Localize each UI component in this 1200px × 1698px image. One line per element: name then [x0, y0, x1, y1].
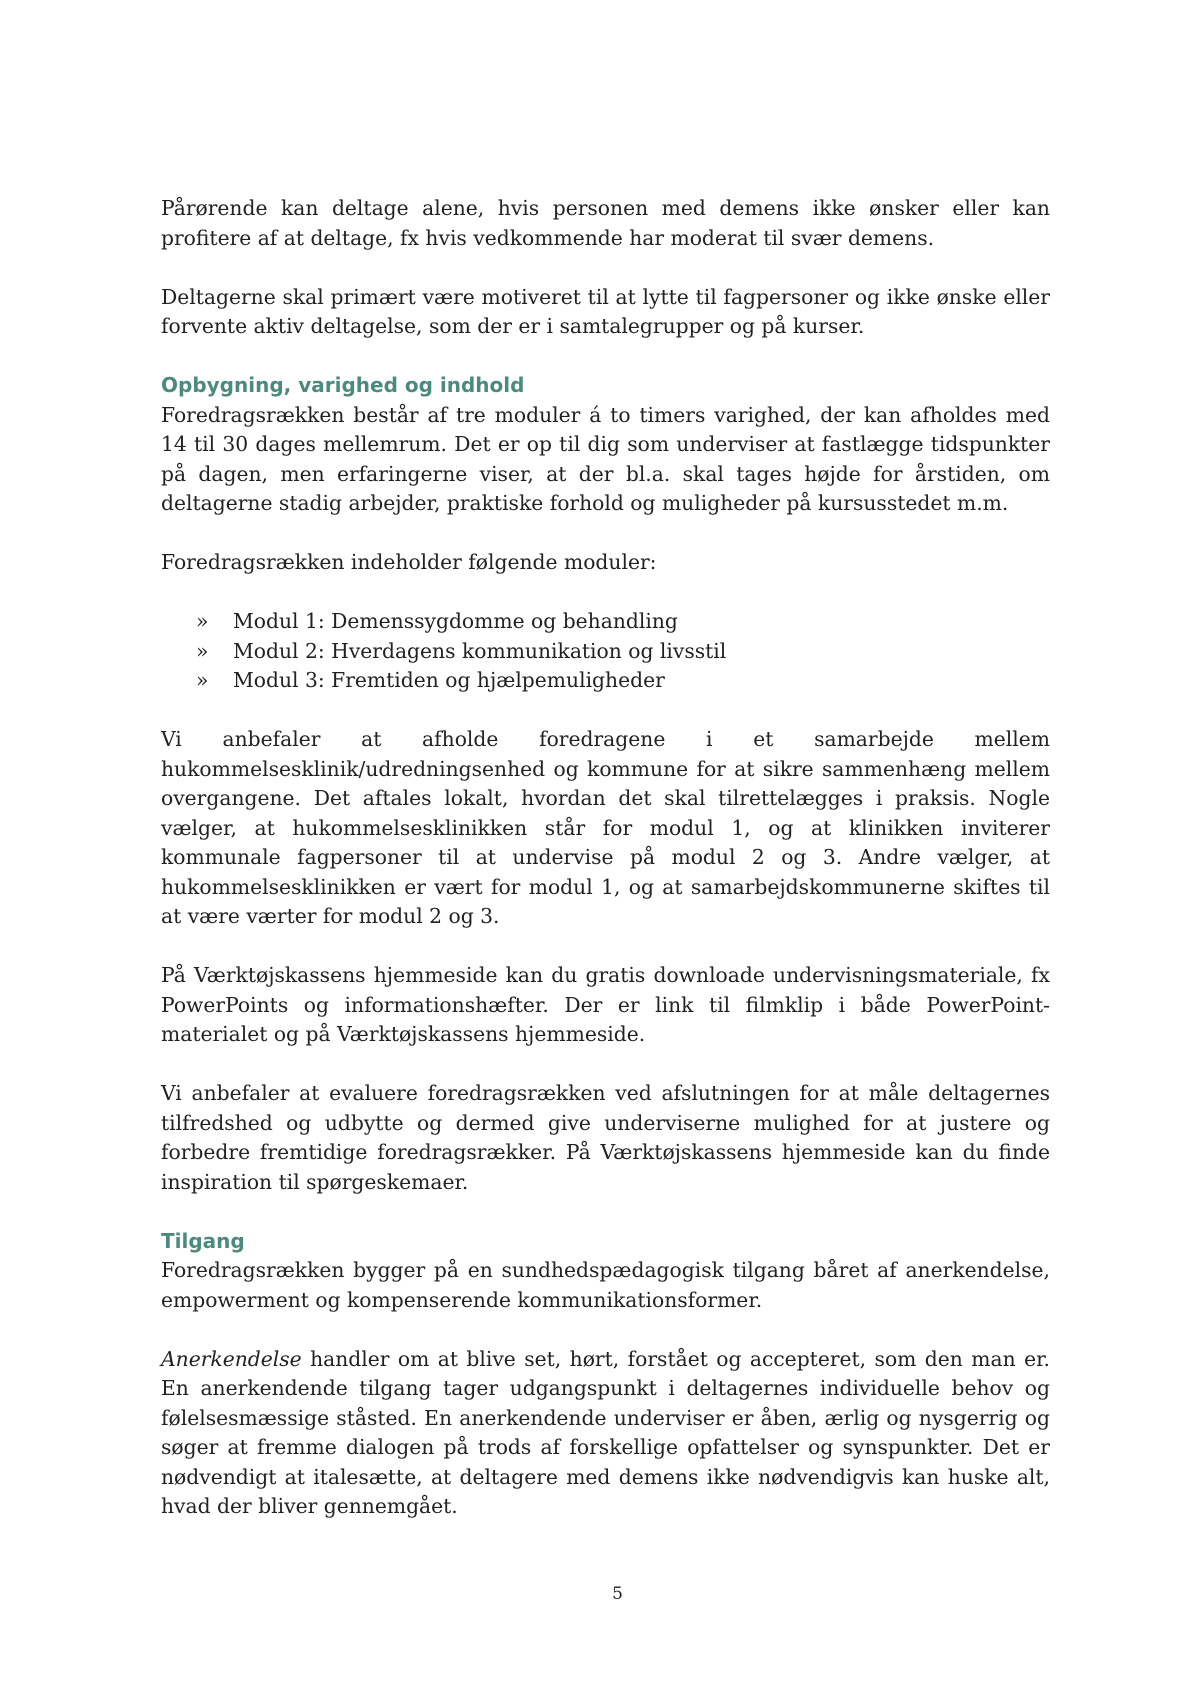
paragraph-approach-intro: Foredragsrækken bygger på en sundhedspædagogisk tilgang båret af anerkendelse, empowerment og kompenserende kommunikationsformer.	[161, 1258, 1050, 1312]
module-label: Modul 1: Demenssygdomme og behandling	[233, 609, 678, 633]
list-item	[161, 637, 1050, 667]
paragraph-relatives-alone: Pårørende kan deltage alene, hvis personen med demens ikke ønsker eller kan profitere af at deltage, fx hvis vedkommende har moderat til svær demens.	[161, 196, 1050, 250]
bullet-icon: »	[196, 668, 209, 692]
recognition-term: Anerkendelse	[161, 1346, 302, 1371]
bullet-icon: »	[196, 638, 209, 663]
bullet-icon: »	[196, 609, 209, 633]
paragraph-recognition	[161, 1345, 1050, 1522]
module-list	[161, 607, 1050, 696]
page-number: 5	[612, 1584, 623, 1604]
recognition-text: handler om at blive set, hørt, forstået og accepteret, som den man er. En anerkendende tilgang tager udgangspunkt i deltagernes individuelle behov og følelsesmæssige ståsted. En anerkendende underviser er åben, ærlig og nysgerrig og søger at fremme dialogen på trods af forskellige opfattelser og synspunkter. Det er nødvendigt at italesætte, at deltagere med demens ikke nødvendigvis kan huske alt, hvad der bliver gennemgået.	[161, 1346, 1050, 1518]
list-item	[161, 607, 1050, 637]
heading-structure-duration-content: Opbygning, varighed og indhold	[161, 373, 525, 397]
paragraph-collaboration: Vi anbefaler at afholde foredragene i et samarbejde mellem hukommelsesklinik/udredningsenhed og kommune for at sikre sammenhæng mellem overgangene. Det aftales lokalt, hvordan det skal tilrettelægges i praksis. Nogle vælger, at hukommelsesklinikken står for modul 1, og at klinikken inviterer kommunale fagpersoner til at undervise på modul 2 og 3. Andre vælger, at hukommelsesklinikken er vært for modul 1, og at samarbejdskommunerne skiftes til at være værter for modul 2 og 3.	[161, 727, 1050, 928]
paragraph-materials: På Værktøjskassens hjemmeside kan du gratis downloade undervisningsmateriale, fx PowerPoints og informationshæfter. Der er link til filmklip i både PowerPoint-materialet og på Værktøjskassens hjemmeside.	[161, 963, 1050, 1046]
module-label: Modul 2: Hverdagens kommunikation og livsstil	[233, 638, 727, 663]
list-item	[161, 666, 1050, 696]
paragraph-series-structure: Foredragsrækken består af tre moduler á to timers varighed, der kan afholdes med 14 til 30 dages mellemrum. Det er op til dig som underviser at fastlægge tidspunkter på dagen, men erfaringerne viser, at der bl.a. skal tages højde for årstiden, om deltagerne stadig arbejder, praktiske forhold og muligheder på kursusstedet m.m.	[161, 402, 1050, 515]
module-label: Modul 3: Fremtiden og hjælpemuligheder	[233, 668, 665, 692]
page-content	[161, 194, 1050, 1551]
paragraph-participant-motivation: Deltagerne skal primært være motiveret til at lytte til fagpersoner og ikke ønske eller forvente aktiv deltagelse, som der er i samtalegrupper og på kurser.	[161, 284, 1050, 338]
paragraph-evaluation: Vi anbefaler at evaluere foredragsrækken ved afslutningen for at måle deltagernes tilfredshed og udbytte og dermed give underviserne mulighed for at justere og forbedre fremtidige foredragsrækker. På Værktøjskassens hjemmeside kan du finde inspiration til spørgeskemaer.	[161, 1081, 1050, 1194]
heading-approach: Tilgang	[161, 1228, 245, 1253]
paragraph-modules-intro: Foredragsrækken indeholder følgende moduler:	[161, 550, 657, 574]
